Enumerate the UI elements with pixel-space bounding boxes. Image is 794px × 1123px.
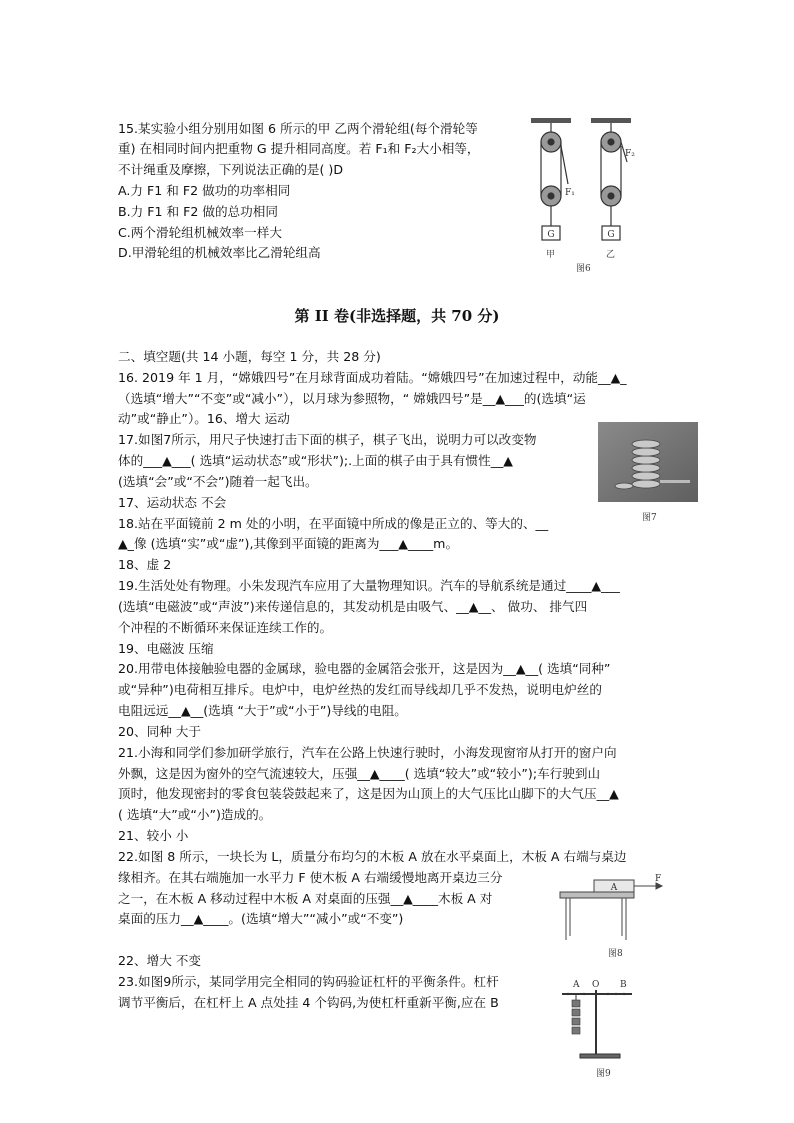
fig7-caption: 图7	[642, 513, 657, 523]
fig9-point-o: O	[592, 980, 600, 990]
q19-line-2: (选填“电磁波”或“声波”)来传递信息的，其发动机是由吸气、__▲__、 做功、 排气四	[118, 599, 588, 614]
fig8-block-label: A	[610, 883, 618, 893]
q17-answer: 17、运动状态 不会	[118, 495, 227, 510]
q19-answer: 19、电磁波 压缩	[118, 641, 214, 656]
q15-option-a: A.力 F1 和 F2 做功的功率相同	[118, 183, 291, 198]
q20-answer: 20、同种 大于	[118, 724, 201, 739]
q20-line-3: 电阻远远__▲__(选填 “大于”或“小于”)导线的电阻。	[118, 703, 407, 718]
figure-7-chess-pieces	[598, 422, 698, 526]
q19-line-1: 19.生活处处有物理。小朱发现汽车应用了大量物理知识。汽车的导航系统是通过____▲___	[118, 578, 620, 593]
figure-8-board-table	[556, 874, 676, 960]
q15-line-2: 重) 在相同时间内把重物 G 提升相同高度。若 F₁和 F₂大小相等，	[118, 141, 480, 156]
fig6-label-right: 乙	[606, 250, 616, 260]
q21-line-4: ( 选填“大”或“小”)造成的。	[118, 807, 272, 822]
fill-in-header: 二、填空题(共 14 小题，每空 1 分，共 28 分)	[118, 349, 381, 364]
fig6-force-f1: F₁	[565, 188, 575, 198]
figure-6-pulleys	[528, 116, 643, 274]
figure-9-lever	[560, 976, 640, 1082]
q18-answer: 18、虚 2	[118, 557, 172, 572]
q18-line-1: 18.站在平面镜前 2 m 处的小明，在平面镜中所成的像是正立的、等大的、__	[118, 516, 549, 531]
q17-line-1: 17.如图7所示，用尺子快速打击下面的棋子，棋子飞出，说明力可以改变物	[118, 432, 537, 447]
q22-line-3: 之一，在木板 A 移动过程中木板 A 对桌面的压强__▲____木板 A 对	[118, 891, 493, 906]
fig9-point-a: A	[573, 980, 580, 990]
q19-line-3: 个冲程的不断循环来保证连续工作的。	[118, 620, 333, 635]
q15-option-d: D.甲滑轮组的机械效率比乙滑轮组高	[118, 245, 321, 260]
section-title: 第 II 卷(非选择题，共 70 分)	[294, 307, 500, 325]
q16-answer: 动”或“静止”）。16、增大 运动	[118, 411, 290, 426]
q16-line-1: 16. 2019 年 1 月，“嫦娥四号”在月球背面成功着陆。“嫦娥四号”在加速过程中，动能__▲_	[118, 370, 627, 385]
fig9-point-b: B	[620, 980, 627, 990]
fig8-force-label: F	[655, 874, 662, 884]
q21-line-1: 21.小海和同学们参加研学旅行，汽车在公路上快速行驶时，小海发现窗帘从打开的窗户向	[118, 745, 617, 760]
q20-line-2: 或“异种”)电荷相互排斥。电炉中，电炉丝热的发红而导线却几乎不发热，说明电炉丝的	[118, 682, 602, 697]
q17-line-2: 体的___▲___( 选填“运动状态”或“形状”);.上面的棋子由于具有惯性__▲	[118, 453, 513, 468]
q15-option-b: B.力 F1 和 F2 做的总功相同	[118, 204, 278, 219]
q15-line-1: 15.某实验小组分别用如图 6 所示的甲 乙两个滑轮组(每个滑轮等	[118, 121, 478, 136]
fig9-caption: 图9	[596, 1069, 611, 1079]
fig8-caption: 图8	[608, 949, 623, 959]
fig6-caption: 图6	[576, 264, 591, 274]
q21-line-3: 顶时，他发现密封的零食包装袋鼓起来了，这是因为山顶上的大气压比山脚下的大气压__▲	[118, 786, 619, 801]
q22-line-4: 桌面的压力__▲____。(选填“增大”“减小”或“不变”)	[118, 911, 404, 926]
q23-line-2: 调节平衡后，在杠杆上 A 点处挂 4 个钩码,为使杠杆重新平衡,应在 B	[118, 995, 499, 1010]
q16-line-2: （选填“增大”“不变”或“减小”），以月球为参照物，“ 嫦娥四号”是__▲___的(选填“运	[118, 391, 586, 406]
q22-answer: 22、增大 不变	[118, 953, 201, 968]
q20-line-1: 20.用带电体接触验电器的金属球，验电器的金属箔会张开，这是因为__▲__( 选填“同种”	[118, 661, 611, 676]
q21-answer: 21、较小 小	[118, 828, 189, 843]
q15-line-3: 不计绳重及摩擦，下列说法正确的是( )D	[118, 162, 344, 177]
q17-line-3: (选填“会”或“不会”)随着一起飞出。	[118, 474, 318, 489]
fig6-force-f2: F₂	[625, 149, 635, 159]
q18-line-2: ▲_像 (选填“实”或“虚”),其像到平面镜的距离为___▲____m。	[118, 536, 459, 551]
q21-line-2: 外飘，这是因为窗外的空气流速较大，压强__▲____( 选填“较大”或“较小”);车行驶到山	[118, 766, 601, 781]
q15-option-c: C.两个滑轮组机械效率一样大	[118, 225, 282, 240]
fig6-label-left: 甲	[546, 250, 556, 260]
q22-line-2: 缘相齐。在其右端施加一水平力 F 使木板 A 右端缓慢地离开桌边三分	[118, 870, 503, 885]
q22-line-1: 22.如图 8 所示，一块长为 L，质量分布均匀的木板 A 放在水平桌面上，木板 A 右端与桌边	[118, 849, 627, 864]
fig6-box-right: G	[607, 230, 615, 240]
fig6-box-left: G	[547, 230, 555, 240]
q23-line-1: 23.如图9所示，某同学用完全相同的钩码验证杠杆的平衡条件。杠杆	[118, 974, 499, 989]
